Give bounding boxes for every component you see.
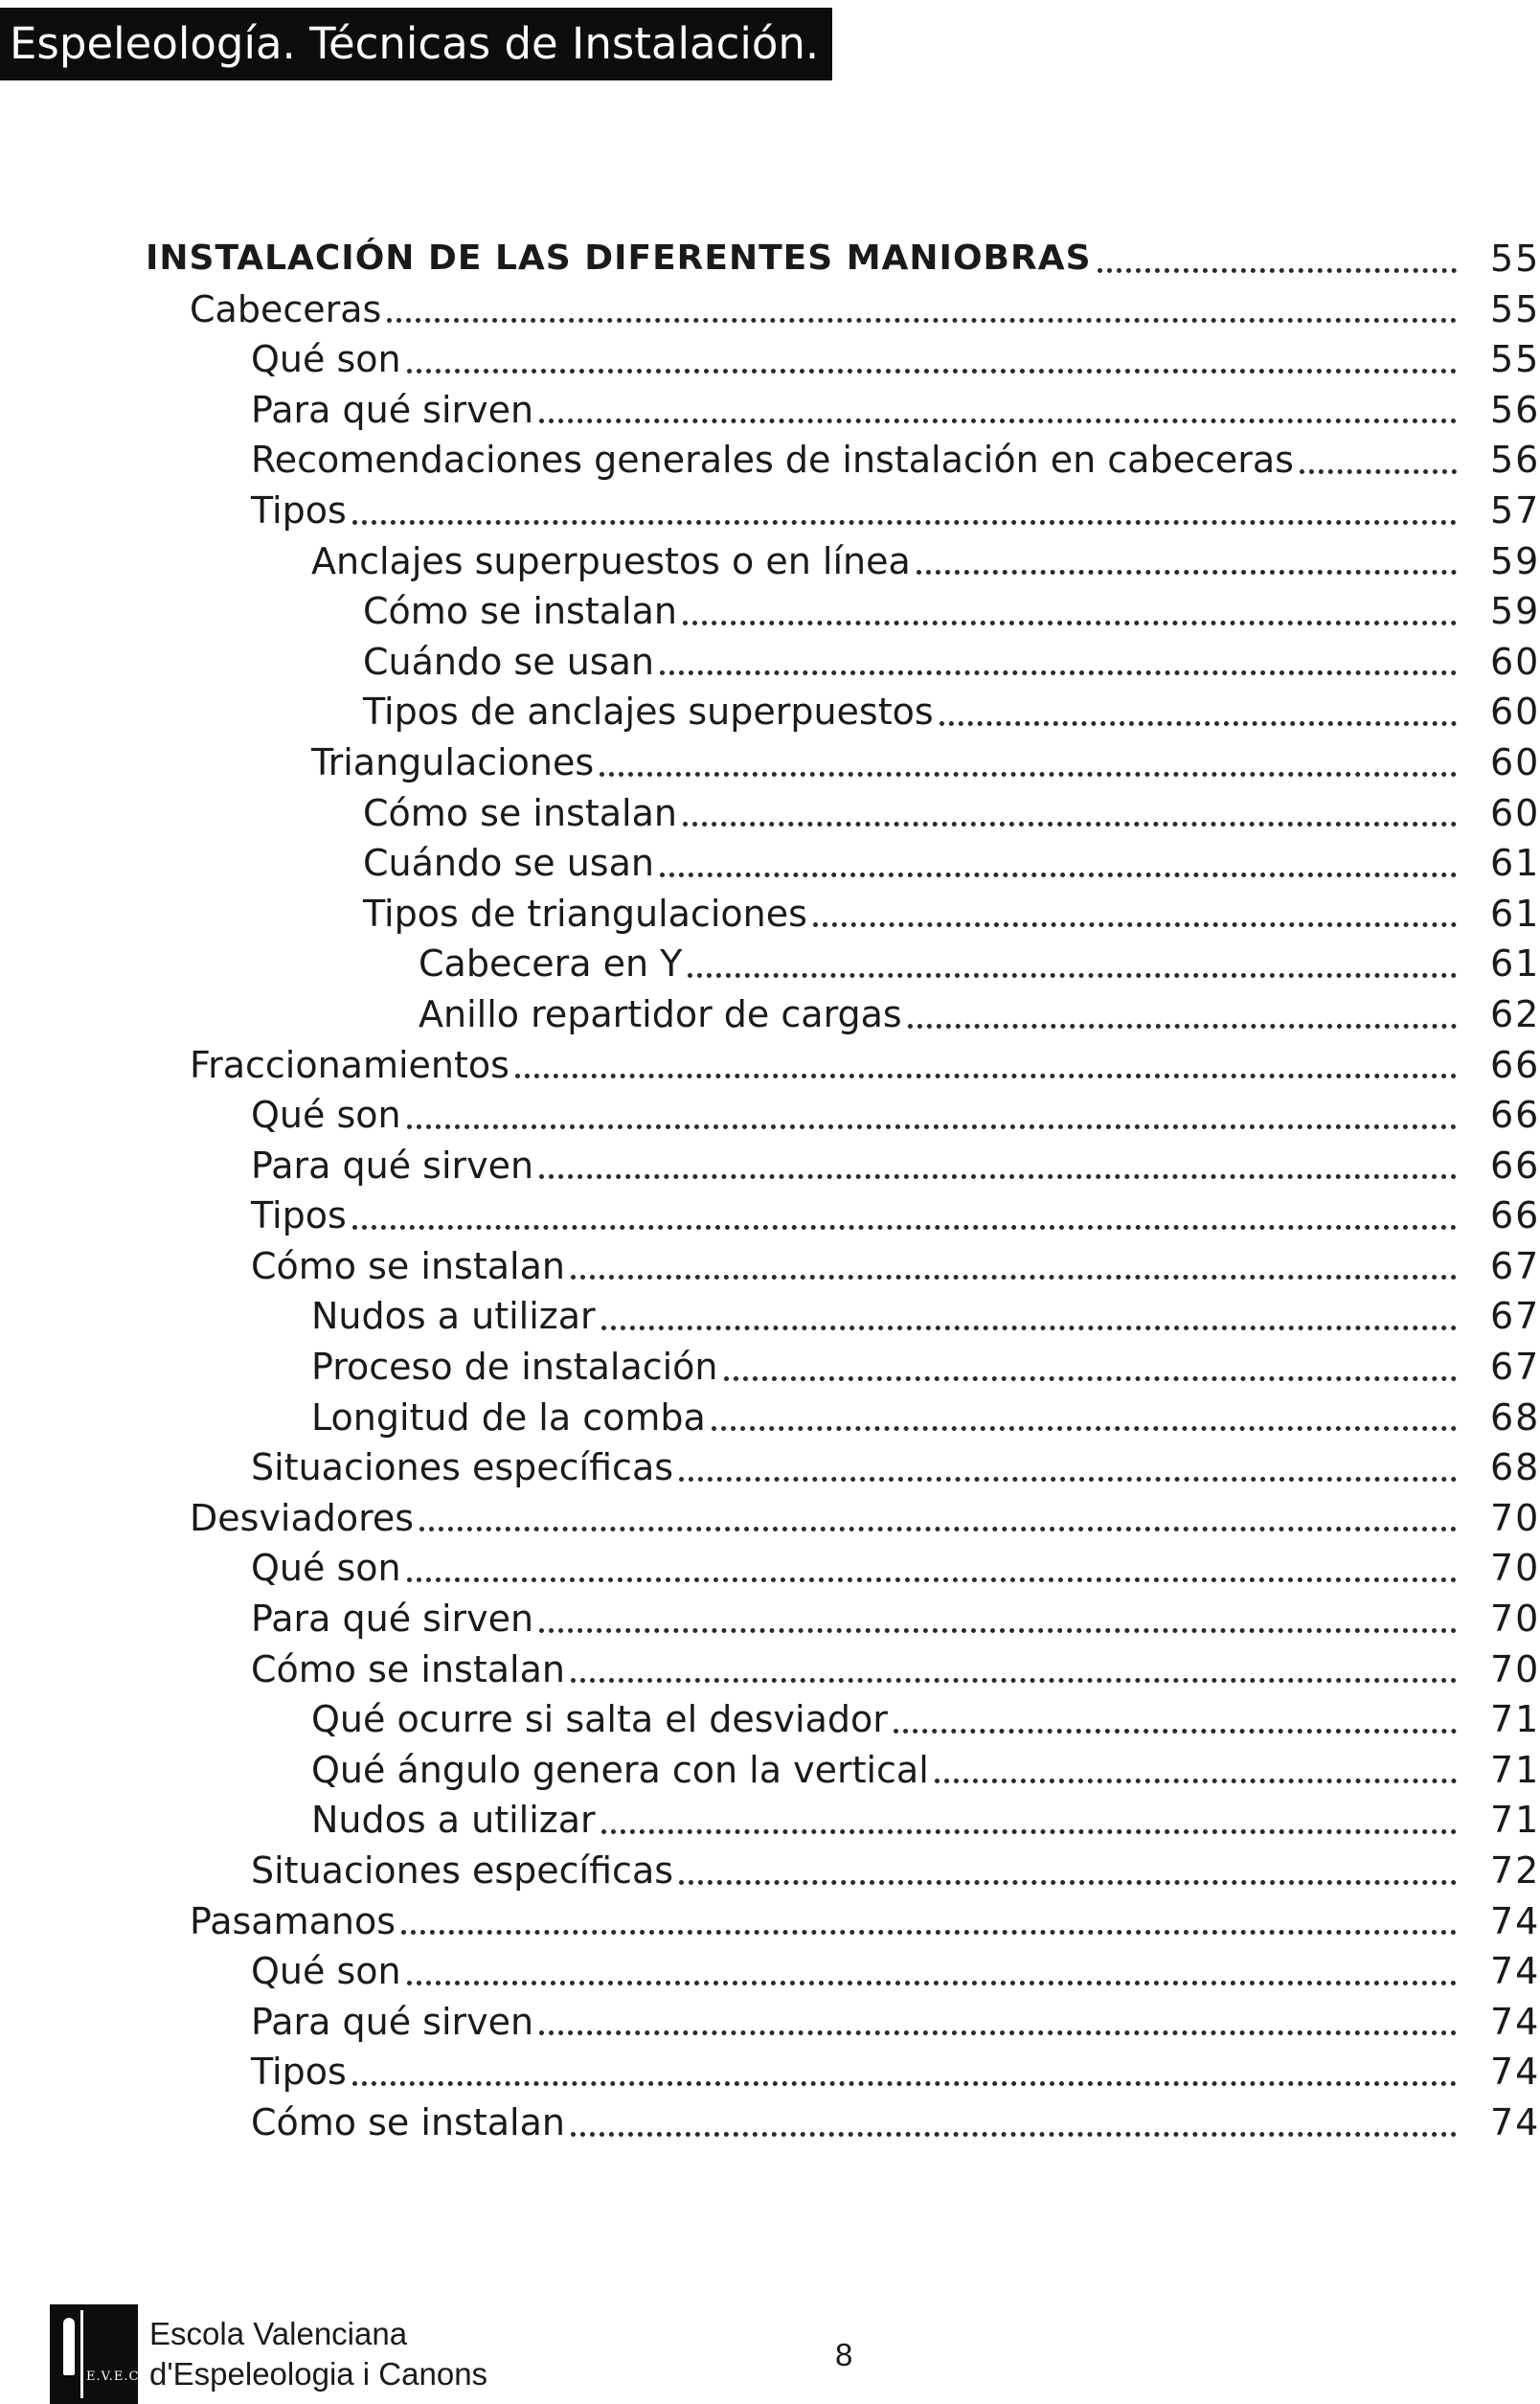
toc-entry-page: 61 (1490, 842, 1540, 885)
toc-entry-title: Cómo se instalan (363, 586, 683, 637)
dot-leader (660, 838, 1457, 889)
toc-entry (0, 1846, 1540, 1896)
toc-entry (0, 1442, 1540, 1493)
toc-entry-page: 62 (1490, 992, 1540, 1035)
toc-entry-title: Cuándo se usan (363, 637, 660, 688)
toc-entry (0, 1745, 1540, 1796)
dot-leader (688, 939, 1457, 989)
toc-entry (0, 2047, 1540, 2098)
toc-entry-page: 66 (1490, 1194, 1540, 1237)
footer-organization (149, 2314, 487, 2394)
dot-leader (407, 1090, 1457, 1141)
toc-entry-page: 55 (1490, 338, 1540, 381)
dot-leader (683, 586, 1457, 637)
toc-entry-title: Cabeceras (190, 284, 387, 335)
toc-entry-title: Para qué sirven (251, 385, 539, 436)
toc-entry-title: Pasamanos (190, 1896, 401, 1947)
dot-leader (571, 1241, 1457, 1292)
dot-leader (352, 1191, 1457, 1241)
dot-leader (1098, 234, 1457, 284)
toc-entry (0, 1040, 1540, 1091)
toc-entry-title: Para qué sirven (251, 1594, 539, 1644)
toc-entry-page: 60 (1490, 691, 1540, 734)
toc-entry (0, 1241, 1540, 1292)
dot-leader (1300, 435, 1457, 486)
dot-leader (352, 2047, 1457, 2098)
toc-entry-title: Anillo repartidor de cargas (419, 989, 908, 1040)
dot-leader (407, 334, 1457, 385)
toc-entry-page: 67 (1490, 1244, 1540, 1287)
footer-org-line1: Escola Valenciana (149, 2316, 408, 2351)
toc-entry (0, 234, 1540, 284)
header-title: Espeleología. Técnicas de Instalación. (10, 18, 820, 69)
dot-leader (679, 1442, 1457, 1493)
toc-entry-title: Tipos (251, 1191, 352, 1241)
toc-entry-title: Para qué sirven (251, 1997, 539, 2048)
toc-entry-page: 74 (1490, 1899, 1540, 1942)
toc-entry-title: Cómo se instalan (363, 788, 683, 839)
dot-leader (407, 1946, 1457, 1997)
dot-leader (539, 1594, 1457, 1644)
toc-entry-page: 71 (1490, 1748, 1540, 1791)
toc-entry-title: Fraccionamientos (190, 1040, 515, 1091)
toc-entry-page: 66 (1490, 1043, 1540, 1086)
toc-entry-page: 70 (1490, 1496, 1540, 1539)
toc-entry (0, 788, 1540, 839)
toc-entry (0, 1594, 1540, 1644)
toc-entry (0, 435, 1540, 486)
toc-entry (0, 687, 1540, 737)
toc-entry-title: Triangulaciones (311, 737, 600, 788)
dot-leader (813, 889, 1457, 940)
toc-entry-title: Tipos de triangulaciones (363, 889, 813, 940)
toc-entry-title: Tipos (251, 2047, 352, 2098)
toc-entry (0, 1342, 1540, 1393)
toc-entry-title: Situaciones específicas (251, 1442, 679, 1493)
dot-leader (894, 1694, 1457, 1745)
dot-leader (539, 1997, 1457, 2048)
toc-entry (0, 1543, 1540, 1594)
dot-leader (571, 1644, 1457, 1695)
toc-entry (0, 284, 1540, 335)
toc-entry (0, 1393, 1540, 1443)
toc-entry-page: 59 (1490, 590, 1540, 633)
toc-entry-title: Qué son (251, 334, 407, 385)
dot-leader (601, 1291, 1457, 1342)
toc-entry-page: 71 (1490, 1799, 1540, 1842)
toc-entry (0, 838, 1540, 889)
toc-entry-title: Tipos (251, 486, 352, 536)
dot-leader (419, 1493, 1457, 1544)
toc-entry-page: 56 (1490, 439, 1540, 482)
toc-entry (0, 536, 1540, 587)
toc-entry-page: 74 (1490, 2000, 1540, 2043)
toc-entry-title: Nudos a utilizar (311, 1291, 601, 1342)
running-header (0, 8, 832, 80)
toc-entry (0, 586, 1540, 637)
toc-entry-title: Situaciones específicas (251, 1846, 679, 1896)
dot-leader (660, 637, 1457, 688)
dot-leader (600, 737, 1457, 788)
toc-entry-page: 67 (1490, 1346, 1540, 1389)
toc-entry (0, 939, 1540, 989)
toc-entry (0, 989, 1540, 1040)
dot-leader (724, 1342, 1457, 1393)
toc-entry (0, 1946, 1540, 1997)
dot-leader (539, 385, 1457, 436)
dot-leader (401, 1896, 1457, 1947)
toc-entry-title: Cuándo se usan (363, 838, 660, 889)
toc-entry-page: 67 (1490, 1295, 1540, 1338)
toc-entry (0, 1191, 1540, 1241)
toc-entry-title: Qué son (251, 1090, 407, 1141)
dot-leader (407, 1543, 1457, 1594)
toc-entry-title: Proceso de instalación (311, 1342, 724, 1393)
toc-entry-title: Qué ocurre si salta el desviador (311, 1694, 894, 1745)
toc-entry-title: Anclajes superpuestos o en línea (311, 536, 917, 587)
toc-entry-title: Nudos a utilizar (311, 1795, 601, 1846)
toc-entry (0, 334, 1540, 385)
toc-entry-page: 61 (1490, 892, 1540, 935)
toc-entry-page: 59 (1490, 539, 1540, 582)
toc-entry-page: 72 (1490, 1849, 1540, 1892)
evec-logo (50, 2304, 145, 2404)
toc-entry-title: Tipos de anclajes superpuestos (363, 687, 940, 737)
dot-leader (539, 1141, 1457, 1191)
toc-entry (0, 1644, 1540, 1695)
footer-org-line2: d'Espeleologia i Canons (149, 2356, 488, 2392)
toc-entry-page: 74 (1490, 2100, 1540, 2143)
toc-entry-title: Qué son (251, 1946, 407, 1997)
toc-entry-page: 55 (1490, 238, 1540, 280)
toc-entry (0, 889, 1540, 940)
dot-leader (712, 1393, 1457, 1443)
toc-entry (0, 737, 1540, 788)
toc-entry-page: 60 (1490, 740, 1540, 783)
toc-entry-page: 70 (1490, 1598, 1540, 1641)
toc-entry-title: Qué ángulo genera con la vertical (311, 1745, 935, 1796)
toc-entry-page: 70 (1490, 1647, 1540, 1690)
toc-entry (0, 486, 1540, 536)
toc-entry (0, 385, 1540, 436)
toc-entry-page: 74 (1490, 1950, 1540, 1993)
toc-entry-page: 70 (1490, 1547, 1540, 1590)
dot-leader (683, 788, 1457, 839)
toc-entry-page: 74 (1490, 2051, 1540, 2094)
toc-entry (0, 1997, 1540, 2048)
dot-leader (935, 1745, 1457, 1796)
page-number: 8 (835, 2337, 853, 2372)
dot-leader (571, 2098, 1457, 2148)
dot-leader (601, 1795, 1457, 1846)
logo-text: E.V.E.C. (86, 2370, 145, 2384)
toc-entry-title: Qué son (251, 1543, 407, 1594)
toc-entry (0, 1090, 1540, 1141)
table-of-contents (0, 234, 1540, 2148)
toc-entry-title: Cómo se instalan (251, 1644, 571, 1695)
toc-entry-title: Longitud de la comba (311, 1393, 712, 1443)
toc-entry-page: 66 (1490, 1094, 1540, 1137)
dot-leader (917, 536, 1457, 587)
toc-entry-page: 66 (1490, 1144, 1540, 1187)
toc-entry-page: 61 (1490, 942, 1540, 986)
dot-leader (352, 486, 1457, 536)
toc-entry-page: 71 (1490, 1698, 1540, 1741)
toc-entry-title: INSTALACIÓN DE LAS DIFERENTES MANIOBRAS (146, 234, 1098, 284)
toc-entry-title: Recomendaciones generales de instalación en cabeceras (251, 435, 1300, 486)
toc-entry-page: 68 (1490, 1446, 1540, 1489)
toc-entry (0, 1141, 1540, 1191)
toc-entry (0, 637, 1540, 688)
toc-entry (0, 1694, 1540, 1745)
toc-entry-page: 60 (1490, 640, 1540, 683)
dot-leader (679, 1846, 1457, 1896)
dot-leader (940, 687, 1457, 737)
toc-entry-title: Desviadores (190, 1493, 419, 1544)
caver-figure-icon (63, 2318, 75, 2375)
dot-leader (387, 284, 1457, 335)
toc-entry (0, 1896, 1540, 1947)
toc-entry-title: Cómo se instalan (251, 2098, 571, 2148)
toc-entry-page: 60 (1490, 791, 1540, 834)
dot-leader (515, 1040, 1457, 1091)
toc-entry-page: 57 (1490, 488, 1540, 532)
toc-entry (0, 2098, 1540, 2148)
toc-entry-page: 68 (1490, 1395, 1540, 1439)
dot-leader (908, 989, 1457, 1040)
rope-icon (80, 2310, 83, 2398)
toc-entry-title: Cómo se instalan (251, 1241, 571, 1292)
toc-entry (0, 1795, 1540, 1846)
toc-entry-title: Cabecera en Y (419, 939, 688, 989)
toc-entry-page: 56 (1490, 388, 1540, 431)
toc-entry (0, 1291, 1540, 1342)
toc-entry (0, 1493, 1540, 1544)
toc-entry-title: Para qué sirven (251, 1141, 539, 1191)
toc-entry-page: 55 (1490, 287, 1540, 330)
